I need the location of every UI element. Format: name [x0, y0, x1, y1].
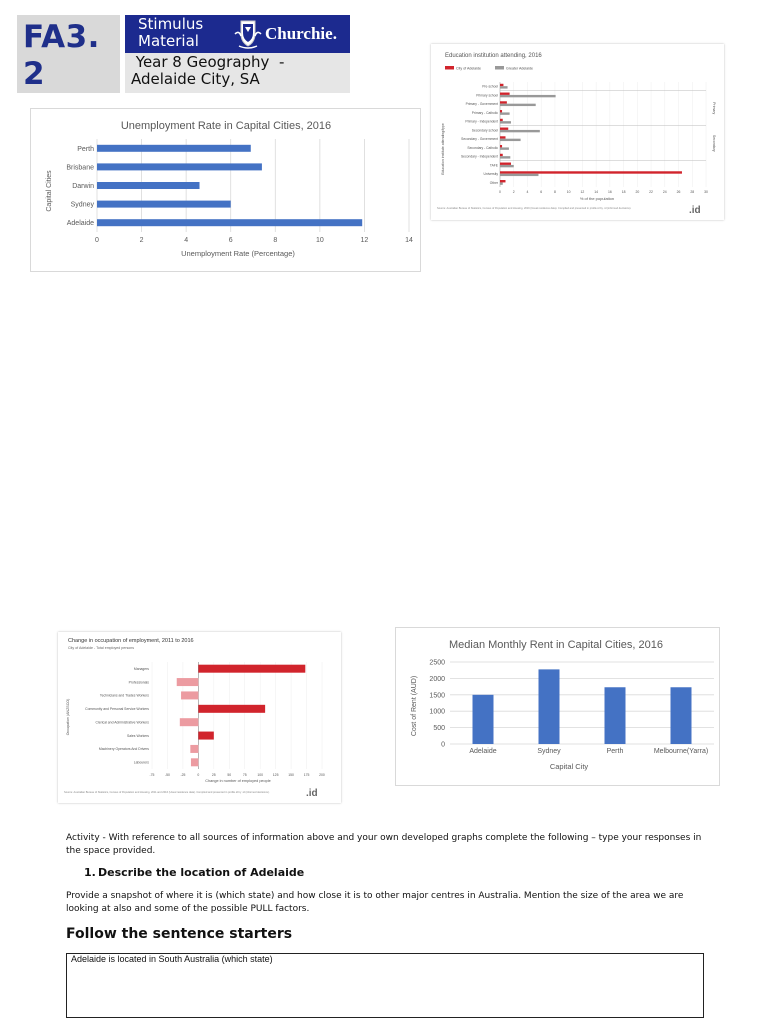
answer-text[interactable]: Adelaide is located in South Australia (which state) — [71, 954, 273, 964]
chart-y-tick-label: Adelaide — [66, 220, 94, 228]
chart-bar — [500, 136, 505, 138]
chart-y-tick-label: TAFE — [489, 163, 498, 168]
assessment-code: FA3. 2 — [23, 19, 100, 92]
chart-x-tick-label: 25 — [211, 773, 216, 777]
chart-y-tick-label: Brisbane — [66, 164, 94, 172]
chart-y-tick-label: Primary - Government — [465, 102, 498, 107]
chart-x-tick-label: 50 — [227, 773, 232, 777]
chart-title: Unemployment Rate in Capital Cities, 2016 — [120, 120, 332, 132]
id-brand-logo: .id — [306, 788, 318, 799]
chart-y-tick-label: Primary - Catholic — [471, 110, 498, 115]
chart-x-tick-label: Adelaide — [469, 748, 497, 755]
chart-bar — [500, 147, 509, 149]
chart-y-tick-label: Community and Personal Service Workers — [85, 707, 149, 712]
chart-bar — [671, 687, 692, 744]
chart-y-tick-label: Machinery Operators And Drivers — [98, 747, 149, 752]
chart-x-tick-label: 26 — [676, 190, 681, 194]
chart-bar — [500, 101, 507, 103]
chart-y-tick-label: 1500 — [429, 692, 445, 700]
chart-x-axis-label: % of the population — [579, 196, 615, 201]
chart-bar — [198, 705, 265, 713]
chart-y-axis-label: Cost of Rent (AUD) — [411, 675, 418, 737]
unemployment-chart — [30, 108, 421, 272]
chart-y-axis-label: Education institute attending/type — [441, 123, 445, 175]
chart-x-tick-label: 22 — [649, 190, 653, 194]
question-title: Describe the location of Adelaide — [98, 866, 305, 879]
chart-y-tick-label: Pre-school — [482, 84, 498, 89]
chart-y-tick-label: 1000 — [429, 708, 445, 716]
chart-y-tick-label: Sydney — [70, 201, 94, 209]
chart-x-tick-label: 12 — [360, 237, 369, 244]
chart-y-tick-label: Professionals — [128, 680, 149, 685]
chart-source: Source: Australian Bureau of Statistics, Census of Population and Housing, 2016 (Usual residence data). Compiled and presented in profile.id by .id (informed decisions). — [437, 207, 632, 210]
chart-bar — [500, 93, 510, 95]
chart-bar — [97, 219, 362, 226]
chart-y-tick-label: Sales Workers — [127, 733, 149, 738]
chart-bar — [500, 112, 510, 114]
chart-x-tick-label: 10 — [566, 190, 571, 194]
chart-bar — [198, 665, 305, 673]
chart-x-tick-label: 20 — [635, 190, 640, 194]
chart-bar — [500, 145, 502, 147]
education-chart — [431, 44, 724, 220]
school-logo — [233, 18, 343, 50]
chart-x-tick-label: 0 — [95, 237, 99, 244]
sentence-starters-heading: Follow the sentence starters — [66, 926, 293, 942]
answer-text-box[interactable] — [66, 953, 704, 1018]
chart-bar — [500, 156, 510, 158]
chart-bar — [539, 669, 560, 744]
chart-bar — [181, 691, 198, 699]
chart-x-tick-label: 8 — [553, 190, 556, 194]
chart-x-tick-label: 175 — [303, 773, 310, 777]
chart-bar — [190, 745, 198, 753]
chart-x-axis-label: Capital City — [549, 762, 589, 771]
chart-bar — [500, 154, 503, 156]
chart-x-axis-label: Change in number of employed people — [205, 779, 271, 783]
chart-x-tick-label: Perth — [606, 748, 624, 755]
chart-x-tick-label: 6 — [540, 190, 543, 194]
chart-bar — [500, 174, 538, 176]
chart-x-tick-label: 2 — [512, 190, 515, 194]
chart-x-tick-label: 14 — [594, 190, 599, 194]
chart-y-tick-label: Clerical and Administrative Workers — [95, 720, 149, 725]
chart-x-tick-label: 100 — [257, 773, 264, 777]
chart-bar — [177, 678, 199, 686]
rent-chart — [395, 627, 720, 786]
chart-bar — [500, 86, 508, 88]
stimulus-banner — [125, 15, 350, 53]
chart-bar — [500, 171, 682, 173]
question-instructions: Provide a snapshot of where it is (which state) and how close it is to other major centres in Australia. Mention the size of the area we are looking at also and some of the possible PULL factors. — [66, 891, 684, 914]
chart-title: Median Monthly Rent in Capital Cities, 2016 — [448, 639, 664, 651]
chart-x-tick-label: 0 — [499, 190, 501, 194]
chart-bar — [97, 145, 251, 152]
chart-x-tick-label: 30 — [704, 190, 708, 194]
chart-x-tick-label: -25 — [180, 773, 186, 777]
chart-y-tick-label: Secondary - Independent — [460, 154, 498, 159]
chart-x-tick-label: 24 — [662, 190, 667, 194]
chart-bar — [500, 121, 511, 123]
chart-x-tick-label: -75 — [149, 773, 155, 777]
chart-y-tick-label: Primary school — [476, 93, 498, 98]
chart-group-label: Primary — [712, 102, 716, 115]
chart-bar — [500, 163, 511, 165]
chart-y-tick-label: 0 — [441, 741, 445, 749]
chart-x-tick-label: 150 — [288, 773, 294, 777]
chart-bar — [500, 165, 514, 167]
legend-swatch-greater — [495, 66, 504, 70]
chart-subtitle: City of Adelaide - Total employed persons — [68, 646, 135, 650]
chart-y-tick-label: 2000 — [429, 675, 445, 683]
chart-bar — [180, 718, 199, 726]
chart-bar — [97, 182, 200, 189]
chart-y-tick-label: Secondary - Catholic — [467, 145, 498, 150]
chart-x-tick-label: 2 — [139, 237, 144, 244]
school-logo-text: Churchie. — [265, 24, 337, 43]
chart-x-tick-label: 8 — [273, 237, 278, 244]
chart-bar — [500, 139, 521, 141]
chart-bar — [500, 119, 503, 121]
chart-y-tick-label: 500 — [433, 725, 445, 733]
unemployment-chart-svg — [31, 109, 420, 271]
chart-y-tick-label: Darwin — [72, 183, 94, 190]
chart-x-tick-label: 0 — [197, 773, 200, 777]
school-crest-icon — [233, 18, 263, 50]
chart-x-tick-label: Melbourne(Yarra) — [653, 748, 709, 755]
chart-x-tick-label: 12 — [580, 190, 585, 194]
chart-y-tick-label: Other — [489, 180, 498, 185]
chart-bar — [473, 695, 494, 744]
legend-label: Greater Adelaide — [506, 66, 533, 71]
chart-bar — [605, 687, 626, 744]
chart-x-tick-label: 28 — [690, 190, 695, 194]
chart-y-tick-label: Managers — [133, 666, 149, 671]
assessment-code-box — [17, 15, 120, 93]
chart-y-axis-label: Occupation (ANZSCO) — [66, 698, 70, 736]
chart-y-tick-label: Secondary - Government — [461, 137, 498, 142]
chart-x-tick-label: 125 — [272, 773, 279, 777]
legend-swatch-city — [445, 66, 454, 70]
chart-x-tick-label: 4 — [184, 237, 189, 244]
chart-x-tick-label: 200 — [319, 773, 325, 777]
chart-bar — [500, 104, 536, 106]
chart-bar — [500, 110, 502, 112]
chart-source: Source: Australian Bureau of Statistics, Census of Population and Housing, 2011 and 2016 (Usual residence data). Compiled and presented in profile.id by .id (informed decisions). — [64, 791, 270, 794]
activity-intro: Activity - With reference to all sources of information above and your own developed graphs complete the following – type your responses in the space provided. — [66, 833, 702, 856]
id-brand-logo: .id — [689, 205, 701, 216]
occupation-chart-svg — [58, 632, 341, 803]
chart-x-axis-label: Unemployment Rate (Percentage) — [181, 249, 295, 258]
rent-chart-svg — [396, 628, 719, 785]
chart-bar — [198, 732, 213, 740]
chart-y-axis-label: Capital Cities — [46, 170, 53, 212]
chart-y-tick-label: Perth — [77, 145, 94, 153]
chart-x-tick-label: -50 — [165, 773, 170, 777]
chart-bar — [97, 163, 262, 170]
chart-title: Change in occupation of employment, 2011 to 2016 — [68, 638, 194, 644]
occupation-chart — [58, 632, 341, 803]
chart-bar — [191, 758, 198, 766]
chart-x-tick-label: 16 — [607, 190, 612, 194]
stimulus-label: Stimulus Material — [138, 15, 204, 50]
chart-bar — [500, 128, 508, 130]
chart-bar — [500, 84, 503, 86]
chart-group-label: Secondary — [712, 134, 716, 152]
education-chart-svg — [431, 44, 724, 220]
chart-bar — [500, 130, 540, 132]
chart-x-tick-label: 18 — [621, 190, 626, 194]
chart-bar — [97, 201, 231, 208]
chart-x-tick-label: 14 — [405, 237, 413, 244]
chart-y-tick-label: Primary - Independent — [465, 119, 498, 124]
chart-bar — [500, 180, 505, 182]
page-title-box — [125, 53, 350, 93]
chart-y-tick-label: Technicians and Trades Workers — [99, 693, 149, 698]
chart-x-tick-label: Sydney — [537, 748, 561, 755]
chart-y-tick-label: Secondary school — [471, 128, 498, 133]
chart-y-tick-label: Labourers — [133, 760, 149, 765]
chart-x-tick-label: 75 — [242, 773, 247, 777]
chart-x-tick-label: 6 — [228, 237, 233, 244]
chart-y-tick-label: 2500 — [429, 659, 445, 667]
chart-x-tick-label: 4 — [526, 190, 529, 194]
question-number: 1. — [84, 866, 96, 879]
chart-x-tick-label: 10 — [315, 237, 324, 244]
chart-bar — [500, 95, 556, 97]
chart-y-tick-label: University — [483, 172, 498, 177]
chart-title: Education institution attending, 2016 — [445, 53, 542, 59]
legend-label: City of Adelaide — [456, 66, 481, 71]
chart-bar — [500, 182, 503, 184]
page-title: Year 8 Geography - Adelaide City, SA — [131, 53, 285, 88]
